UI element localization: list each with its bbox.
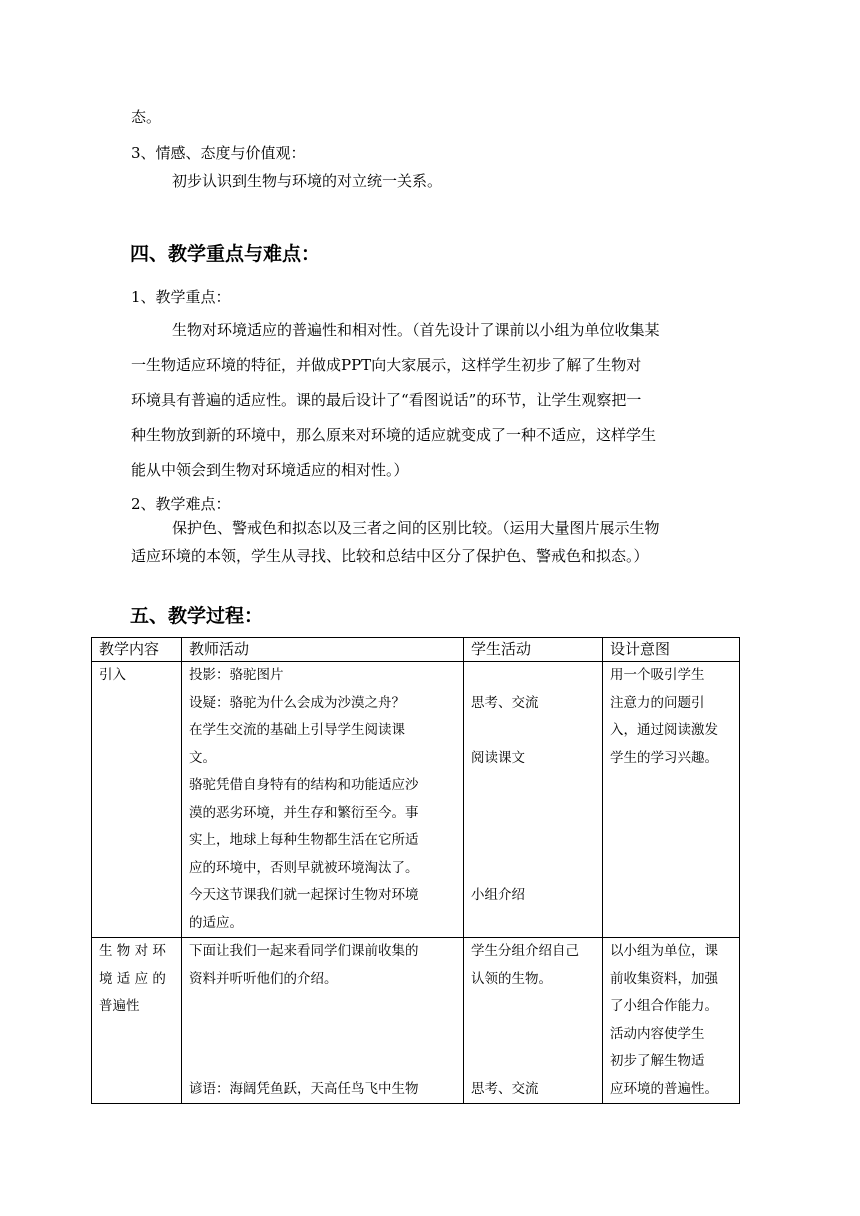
cell-line: 设疑：骆驼为什么会成为沙漠之舟？ [189, 694, 405, 711]
paragraph-line: 环境具有普遍的适应性。课的最后设计了“看图说话”的环节，让学生观察把一 [131, 391, 642, 409]
cell-student [464, 662, 603, 938]
cell-line: 生 物 对 环 [99, 943, 166, 959]
cell-line: 谚语：海阔凭鱼跃，天高任鸟飞中生物 [189, 1080, 419, 1097]
paragraph-line: 保护色、警戒色和拟态以及三者之间的区别比较。（运用大量图片展示生物 [172, 519, 660, 537]
cell-line: 资料并听听他们的介绍。 [189, 970, 338, 987]
cell-line: 的适应。 [189, 914, 243, 931]
cell-line [471, 800, 595, 828]
paragraph-line: 能从中领会到生物对环境适应的相对性。） [131, 461, 409, 479]
paragraph-line: 一生物适应环境的特征，并做成PPT向大家展示，这样学生初步了解了生物对 [131, 356, 642, 374]
table-header-row [92, 638, 740, 662]
cell-line: 境 适 应 的 [99, 970, 166, 987]
table-row [92, 662, 740, 938]
section-label-key: 1、教学重点： [131, 288, 231, 306]
section-label-difficulty: 2、教学难点： [131, 495, 231, 513]
cell-content [92, 938, 182, 1104]
heading-process: 五、教学过程： [130, 605, 264, 627]
cell-line: 引入 [99, 667, 126, 683]
cell-line: 认领的生物。 [471, 970, 552, 987]
cell-teacher [182, 938, 464, 1104]
cell-line [471, 662, 595, 690]
cell-line: 文。 [189, 749, 216, 766]
heading-key-points: 四、教学重点与难点： [130, 243, 321, 265]
cell-line [471, 993, 595, 1021]
cell-line: 活动内容使学生 [610, 1025, 705, 1042]
cell-teacher [182, 662, 464, 938]
cell-line: 了小组合作能力。 [610, 998, 718, 1014]
cell-line [189, 993, 456, 1021]
table-row [92, 938, 740, 1104]
cell-line: 在学生交流的基础上引导学生阅读课 [189, 722, 405, 738]
cell-line: 学生的学习兴趣。 [610, 749, 718, 766]
text-line-emotion: 初步认识到生物与环境的对立统一关系。 [172, 172, 443, 190]
cell-line [471, 717, 595, 745]
cell-line: 以小组为单位，课 [610, 943, 718, 959]
cell-line [471, 827, 595, 855]
cell-line [471, 772, 595, 800]
text-line-continuation: 态。 [131, 108, 162, 126]
cell-intent [603, 662, 740, 938]
cell-line: 学生分组介绍自己 [471, 943, 579, 959]
cell-line: 实上，地球上每种生物都生活在它所适 [189, 832, 419, 848]
cell-intent [603, 938, 740, 1104]
paragraph-line: 种生物放到新的环境中，那么原来对环境的适应就变成了一种不适应，这样学生 [131, 426, 657, 444]
cell-line: 初步了解生物适 [610, 1053, 705, 1069]
cell-line: 前收集资料，加强 [610, 970, 718, 987]
cell-line: 普遍性 [99, 998, 140, 1014]
paragraph-line: 适应环境的本领，学生从寻找、比较和总结中区分了保护色、警戒色和拟态。） [131, 547, 649, 565]
cell-line: 入，通过阅读激发 [610, 722, 718, 738]
cell-line [189, 1048, 456, 1076]
cell-line: 今天这节课我们就一起探讨生物对环境 [189, 887, 419, 903]
teaching-process-table [91, 637, 740, 1104]
section-label-emotion: 3、情感、态度与价值观： [131, 144, 306, 162]
cell-line: 思考、交流 [471, 1080, 539, 1097]
cell-line [471, 1048, 595, 1076]
cell-line: 应环境的普遍性。 [610, 1080, 718, 1097]
cell-line: 应的环境中，否则早就被环境淘汰了。 [189, 859, 419, 876]
cell-line: 下面让我们一起来看同学们课前收集的 [189, 943, 419, 959]
cell-line: 投影：骆驼图片 [189, 667, 284, 683]
cell-content [92, 662, 182, 938]
cell-line: 用一个吸引学生 [610, 667, 705, 683]
cell-line: 骆驼凭借自身特有的结构和功能适应沙 [189, 777, 419, 793]
cell-line [471, 910, 595, 938]
header-student: 学生活动 [464, 638, 603, 662]
cell-line: 小组介绍 [471, 887, 525, 903]
cell-line [189, 1021, 456, 1049]
header-intent: 设计意图 [603, 638, 740, 662]
cell-line [471, 1021, 595, 1049]
cell-line [471, 855, 595, 883]
cell-line: 思考、交流 [471, 694, 539, 711]
cell-line: 注意力的问题引 [610, 694, 705, 711]
header-content: 教学内容 [92, 638, 182, 662]
cell-line: 漠的恶劣环境，并生存和繁衍至今。事 [189, 804, 419, 821]
cell-line: 阅读课文 [471, 749, 525, 766]
paragraph-line: 生物对环境适应的普遍性和相对性。（首先设计了课前以小组为单位收集某 [172, 321, 660, 339]
header-teacher: 教师活动 [182, 638, 464, 662]
cell-student [464, 938, 603, 1104]
